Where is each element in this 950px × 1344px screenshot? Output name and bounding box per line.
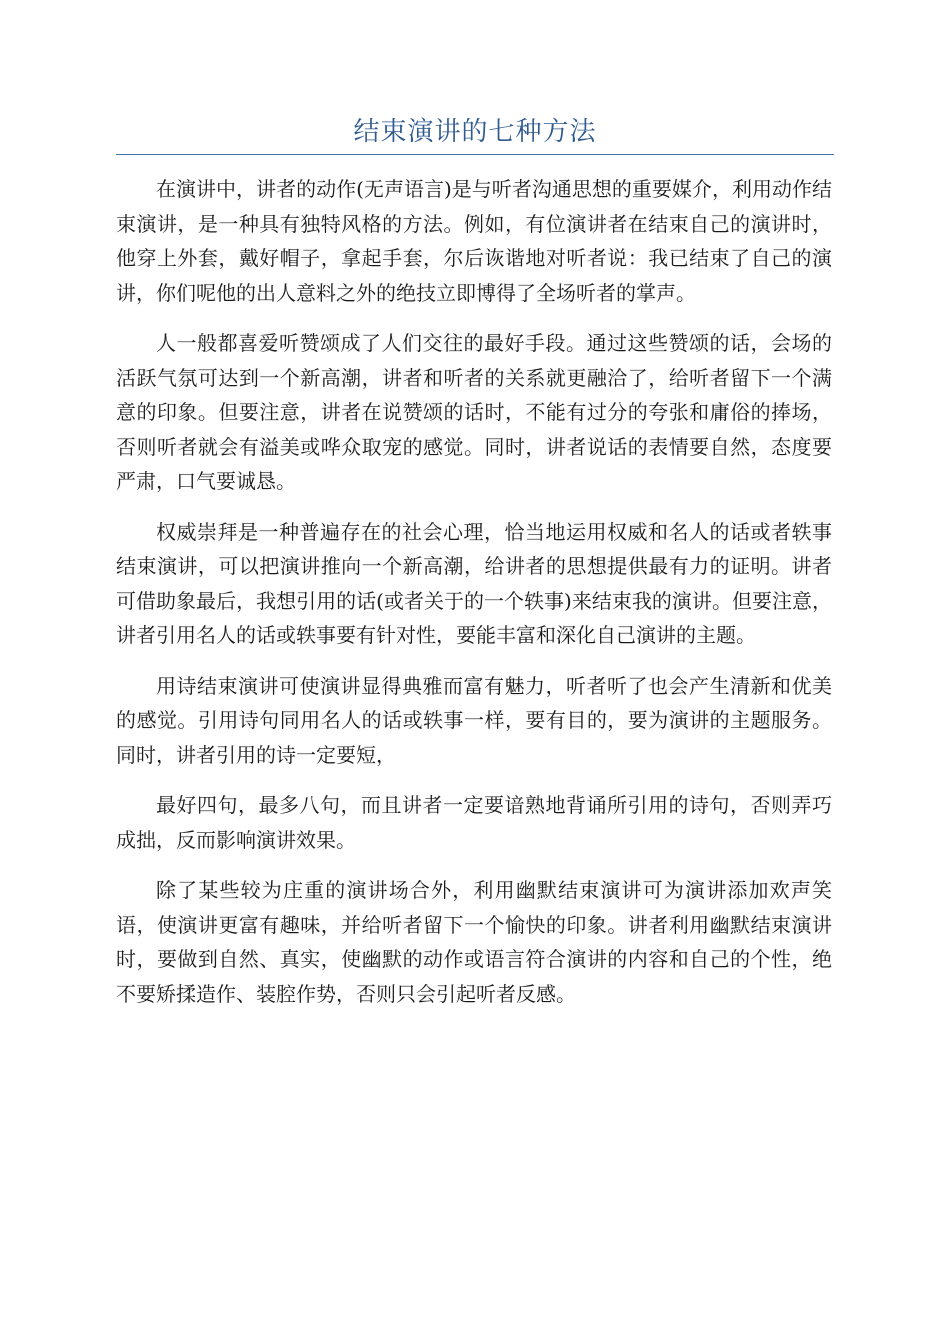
paragraph-5: 最好四句，最多八句，而且讲者一定要谙熟地背诵所引用的诗句，否则弄巧成拙，反而影响演讲效果。 (116, 793, 832, 852)
paragraph-3: 权威崇拜是一种普遍存在的社会心理，恰当地运用权威和名人的话或者轶事结束演讲，可以把演讲推向一个新高潮，给讲者的思想提供最有力的证明。讲者可借助象最后，我想引用的话(或者关于的一个轶事)来结束我的演讲。但要注意，讲者引用名人的话或轶事要有针对性，要能丰富和深化自己演讲的主题。 (116, 519, 832, 647)
paragraph-6: 除了某些较为庄重的演讲场合外，利用幽默结束演讲可为演讲添加欢声笑语，使演讲更富有趣味，并给听者留下一个愉快的印象。讲者利用幽默结束演讲时，要做到自然、真实，使幽默的动作或语言符合演讲的内容和自己的个性，绝不要矫揉造作、装腔作势，否则只会引起听者反感。 (116, 878, 832, 1006)
paragraph-1: 在演讲中，讲者的动作(无声语言)是与听者沟通思想的重要媒介，利用动作结束演讲，是一种具有独特风格的方法。例如，有位演讲者在结束自己的演讲时，他穿上外套，戴好帽子，拿起手套，尔后诙谐地对听者说：我已结束了自己的演讲，你们呢他的出人意料之外的绝技立即博得了全场听者的掌声。 (116, 177, 832, 305)
document-body (116, 172, 832, 1027)
paragraph-4: 用诗结束演讲可使演讲显得典雅而富有魅力，听者听了也会产生清新和优美的感觉。引用诗句同用名人的话或轶事一样，要有目的，要为演讲的主题服务。同时，讲者引用的诗一定要短， (116, 673, 832, 767)
title-underline (116, 154, 834, 155)
document-title: 结束演讲的七种方法 (353, 117, 597, 147)
paragraph-2: 人一般都喜爱听赞颂成了人们交往的最好手段。通过这些赞颂的话，会场的活跃气氛可达到一个新高潮，讲者和听者的关系就更融洽了，给听者留下一个满意的印象。但要注意，讲者在说赞颂的话时，不能有过分的夸张和庸俗的捧场，否则听者就会有溢美或哗众取宠的感觉。同时，讲者说话的表情要自然，态度要严肃，口气要诚恳。 (116, 331, 832, 493)
